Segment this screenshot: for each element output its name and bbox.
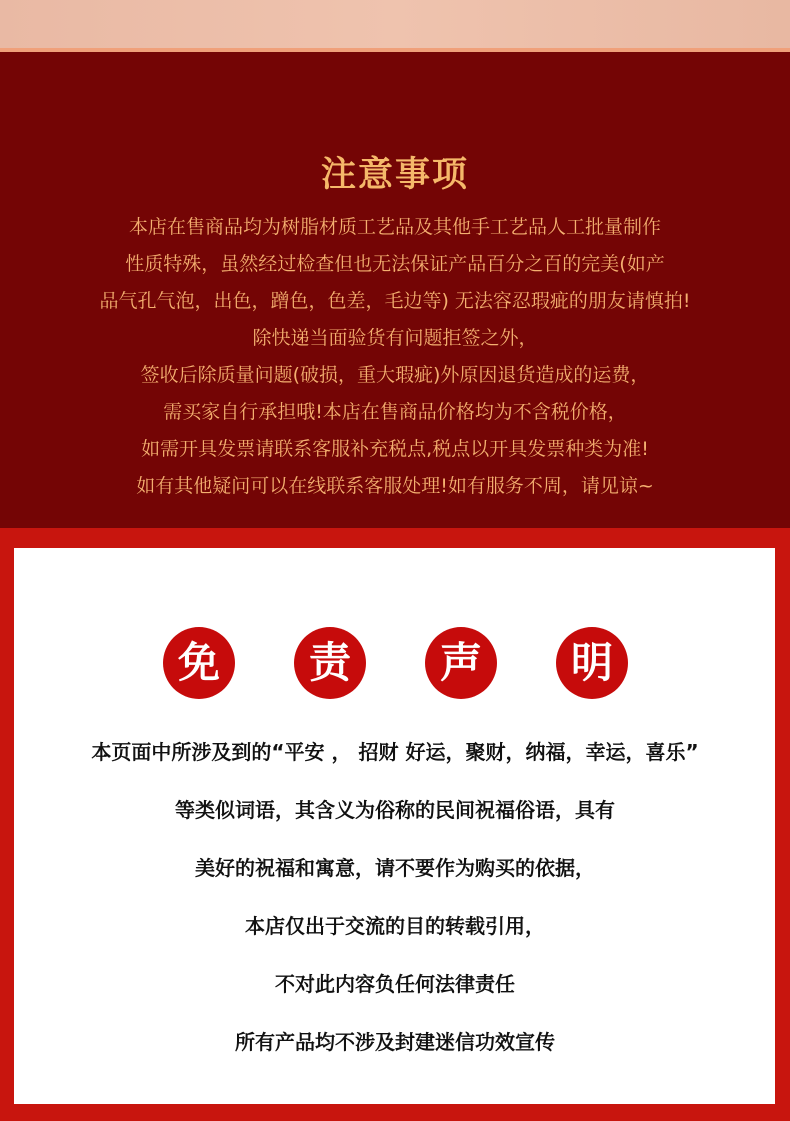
notice-line: 本店在售商品均为树脂材质工艺品及其他手工艺品人工批量制作: [128, 216, 661, 238]
notice-line: 除快递当面验货有问题拒签之外，: [252, 327, 538, 349]
notice-line: 品气孔气泡，出色，蹭色，色差，毛边等) 无法容忍瑕疵的朋友请慎拍!: [99, 290, 691, 312]
disclaimer-line: 美好的祝福和寓意，请不要作为购买的依据，: [195, 856, 595, 880]
disclaimer-line: 本页面中所涉及到的“平安 ， 招财 好运，聚财，纳福，幸运，喜乐”: [91, 740, 699, 764]
disclaimer-line: 不对此内容负任何法律责任: [275, 972, 515, 996]
notice-line: 如有其他疑问可以在线联系客服处理!如有服务不周，请见谅~: [136, 475, 654, 497]
disclaimer-line: 等类似词语，其含义为俗称的民间祝福俗语，具有: [175, 798, 615, 822]
top-banner-strip: [0, 0, 790, 48]
disclaimer-heading-char: 责: [294, 627, 366, 699]
notice-line: 性质特殊，虽然经过检查但也无法保证产品百分之百的完美(如产: [125, 253, 665, 275]
notice-line: 如需开具发票请联系客服补充税点,税点以开具发票种类为准!: [141, 438, 649, 460]
disclaimer-heading-char: 免: [163, 627, 235, 699]
disclaimer-lines: [0, 733, 790, 1081]
disclaimer-heading-char: 声: [425, 627, 497, 699]
disclaimer-heading-char: 明: [556, 627, 628, 699]
notice-line: 需买家自行承担哦!本店在售商品价格均为不含税价格，: [163, 401, 627, 423]
disclaimer-line: 本店仅出于交流的目的转载引用，: [245, 914, 545, 938]
notice-lines: [0, 212, 790, 508]
notice-title: 注意事项: [320, 155, 469, 195]
disclaimer-heading: [0, 627, 790, 701]
notice-line: 签收后除质量问题(破损，重大瑕疵)外原因退货造成的运费，: [140, 364, 650, 386]
disclaimer-line: 所有产品均不涉及封建迷信功效宣传: [235, 1030, 555, 1054]
